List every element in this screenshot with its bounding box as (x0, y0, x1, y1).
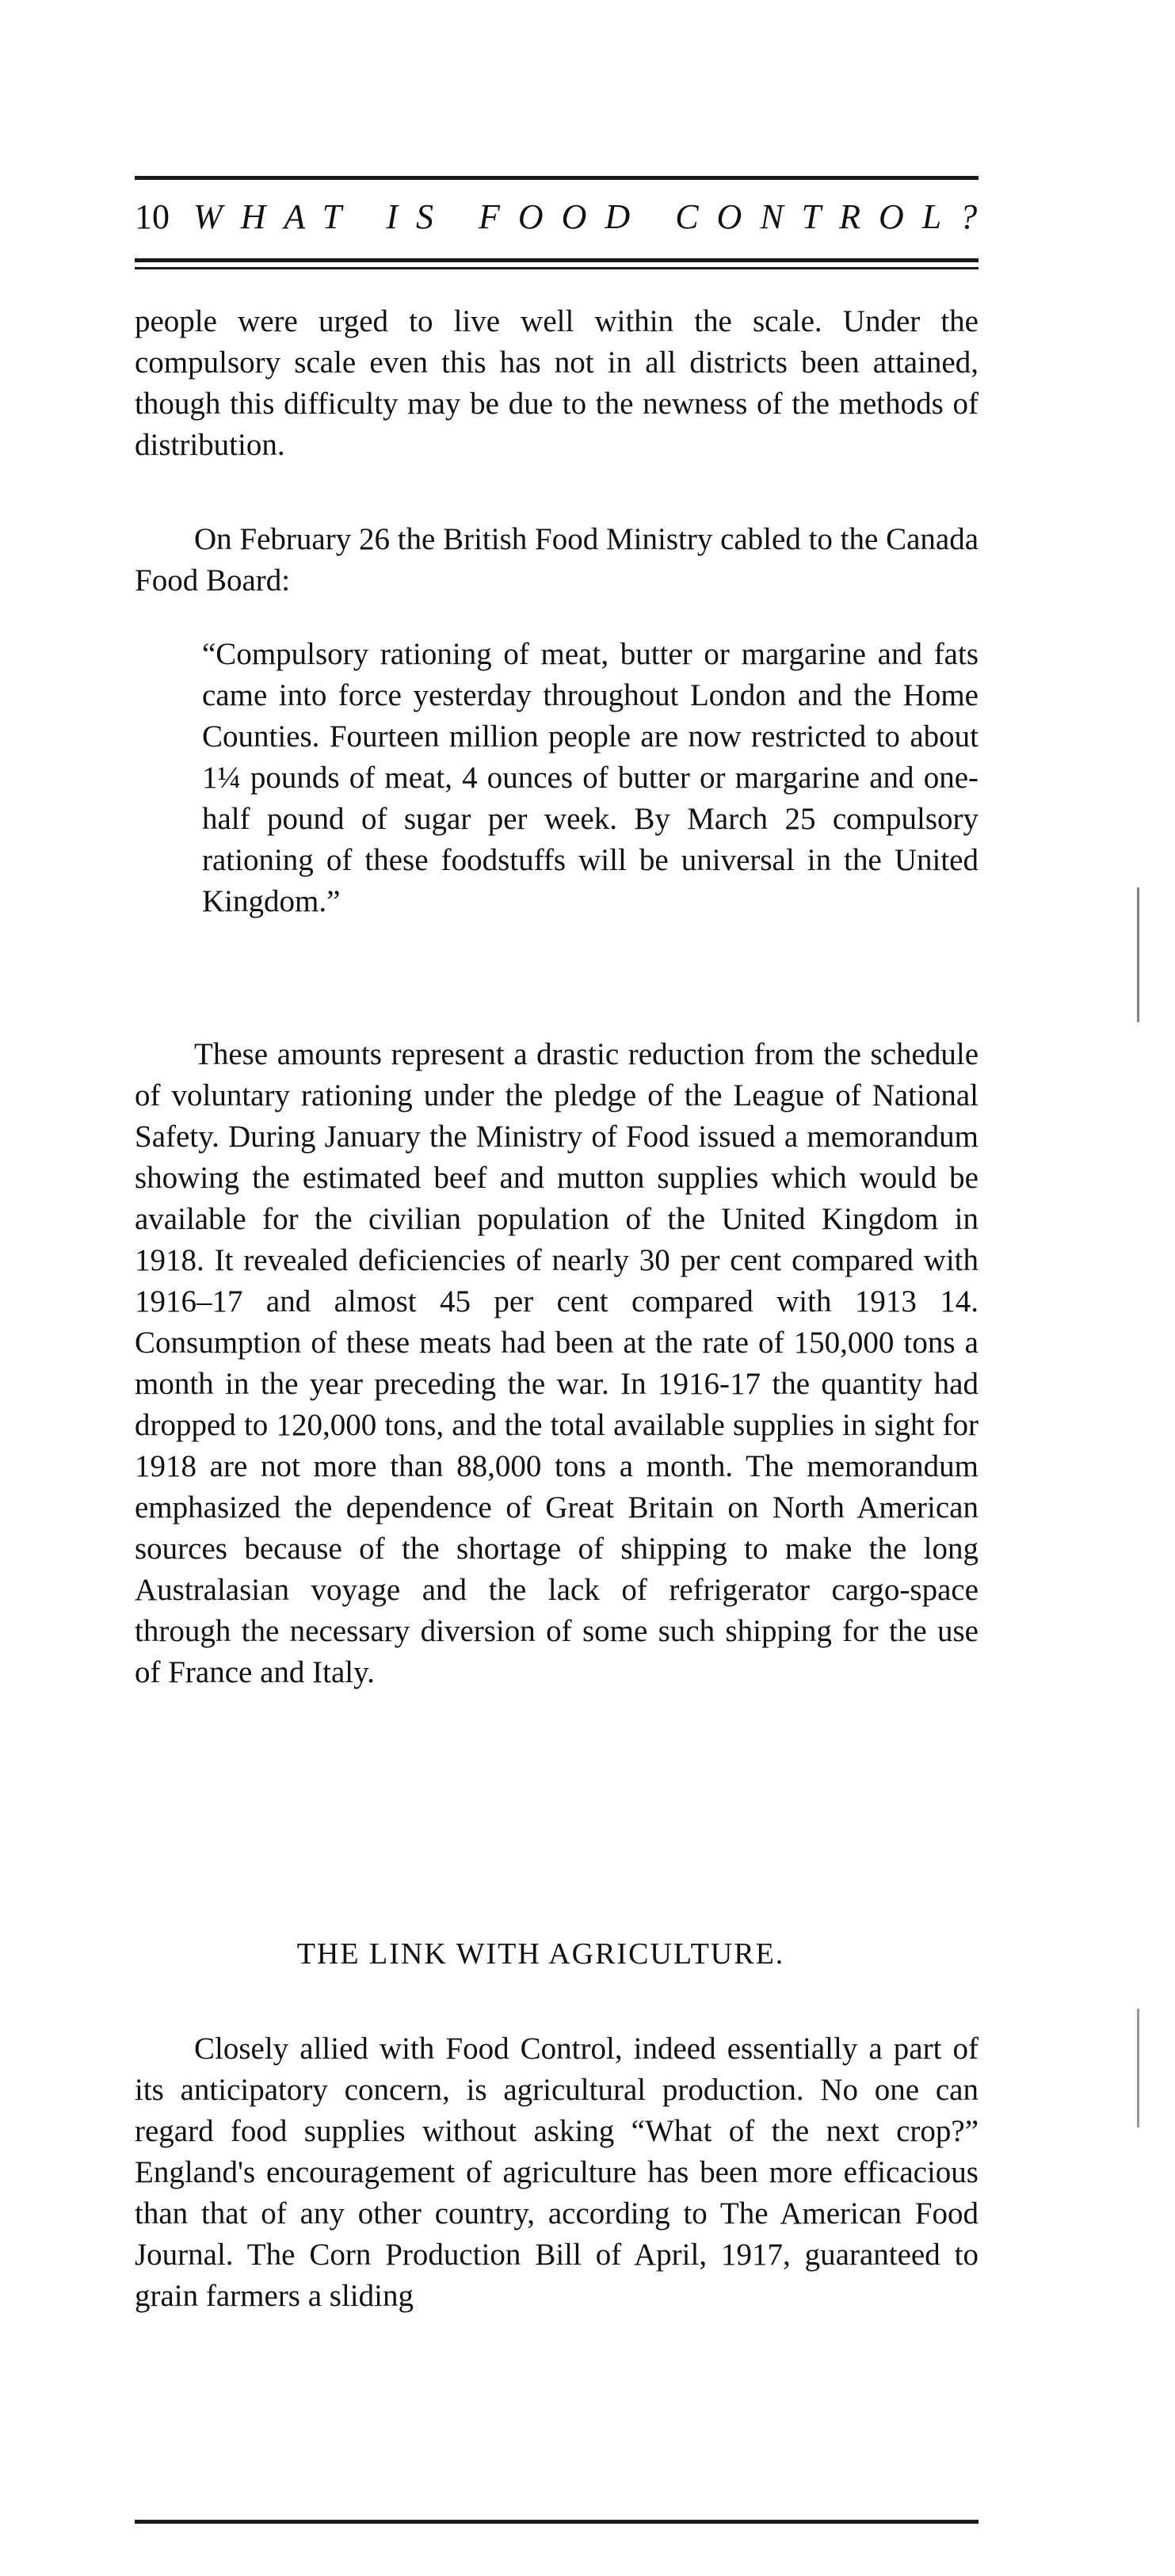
paragraph-cable-intro: On February 26 the British Food Ministry cabled to the Canada Food Board: (135, 522, 979, 597)
top-rule (135, 176, 979, 180)
running-head (135, 197, 996, 244)
header-rule-thick (135, 258, 979, 262)
book-page (135, 0, 996, 2576)
paragraph-rationing-reduction: These amounts represent a drastic reduction from the schedule of voluntary rationing under the pledge of the League of National Safety. During January the Ministry of Food issued a memorandum showing the estimated beef and mutton supplies which would be available for the civilian population of the United Kingdom in 1918. It revealed deficiencies of nearly 30 per cent compared with 1916–17 and almost 45 per cent compared with 1913 14. Consumption of these meats had been at the rate of 150,000 tons a month in the year preceding the war. In 1916-17 the quantity had dropped to 120,000 tons, and the total available supplies in sight for 1918 are not more than 88,000 tons a month. The memorandum emphasized the dependence of Great Britain on North American sources because of the shortage of shipping to make the long Australasian voyage and the lack of refrigerator cargo-space through the necessary diversion of some such shipping for the use of France and Italy. (135, 1037, 979, 1689)
page-number: 10 (135, 197, 170, 236)
margin-mark-upper (1137, 887, 1139, 1022)
margin-mark-lower (1137, 2009, 1139, 2128)
paragraph-agriculture: Closely allied with Food Control, indeed essentially a part of its anticipatory concern, is agricultural production. No one can regard food supplies without asking “What of the next crop?” England's encouragement of agriculture has been more efficacious than that of any other country, according to The American Food Journal. The Corn Production Bill of April, 1917, guaranteed to grain farmers a sliding (135, 2032, 979, 2313)
section-heading: THE LINK WITH AGRICULTURE. (296, 1937, 785, 1971)
header-rule-thin (135, 267, 979, 269)
block-quote-cable: “Compulsory rationing of meat, butter or margarine and fats came into force yesterday throughout London and the Home Counties. Fourteen million people are now restricted to about 1¼ pounds of meat, 4 ounces of butter or margarine and one-half pound of sugar per week. By March 25 compulsory rationing of these foodstuffs will be universal in the United Kingdom.” (202, 637, 979, 918)
bottom-rule (135, 2520, 979, 2524)
paragraph-continued: people were urged to live well within the scale. Under the compulsory scale even this has not in all districts been attained, though this difficulty may be due to the newness of the methods of distribution. (135, 304, 979, 462)
running-title: WHAT IS FOOD CONTROL? (193, 197, 996, 236)
